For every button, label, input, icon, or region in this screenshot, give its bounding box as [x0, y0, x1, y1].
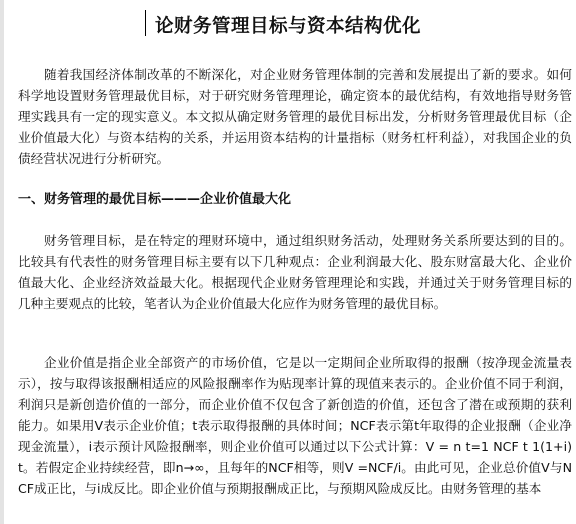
- intro-paragraph[interactable]: 随着我国经济体制改革的不断深化，对企业财务管理体制的完善和发展提出了新的要求。如何科学地设置财务管理最优目标，对于研究财务管理理论，确定资本的最优结构，有效地指导财务管理实践具有一定的现实意义。本文拟从确定财务管理的最优目标出发，分析财务管理最优目标（企业价值最大化）与资本结构的关系，并运用资本结构的计量指标（财务杠杆利益），对我国企业的负债经营状况进行分析研究。: [18, 67, 572, 166]
- paragraph-enterprise-value[interactable]: 企业价值是指企业全部资产的市场价值，它是以一定期间企业所取得的报酬（按净现金流量表示），按与取得该报酬相适应的风险报酬率作为贴现率计算的现值来表示的。企业价值不同于利润，利润只是新创造价值的一部分，而企业价值不仅包含了新创造的价值，还包含了潜在或预期的获利能力。如果用V表示企业价值；t表示取得报酬的具体时间；NCF表示第t年取得的企业报酬（企业净现金流量），i表示预计风险报酬率，则企业价值可以通过以下公式计算：V = n t=1 NCF t 1(1+i)t。若假定企业持续经营，即n→∞，且每年的NCF相等，则V =NCF/i。由此可见，企业总价值V与NCF成正比，与i成反比。即企业价值与预期报酬成正比，与预期风险成反比。由财务管理的基本: [18, 355, 572, 496]
- paragraph-goals[interactable]: 财务管理目标，是在特定的理财环境中，通过组织财务活动，处理财务关系所要达到的目的。比较具有代表性的财务管理目标主要有以下几种观点：企业利润最大化、股东财富最大化、企业价值最大化、企业经济效益最大化。根据现代企业财务管理理论和实践，并通过关于财务管理目标的几种主要观点的比较，笔者认为企业价值最大化应作为财务管理的最优目标。: [18, 233, 572, 311]
- section-heading[interactable]: 一、财务管理的最优目标———企业价值最大化: [18, 192, 292, 207]
- document-title[interactable]: 论财务管理目标与资本结构优化: [154, 16, 421, 37]
- left-margin-bar: [0, 0, 4, 524]
